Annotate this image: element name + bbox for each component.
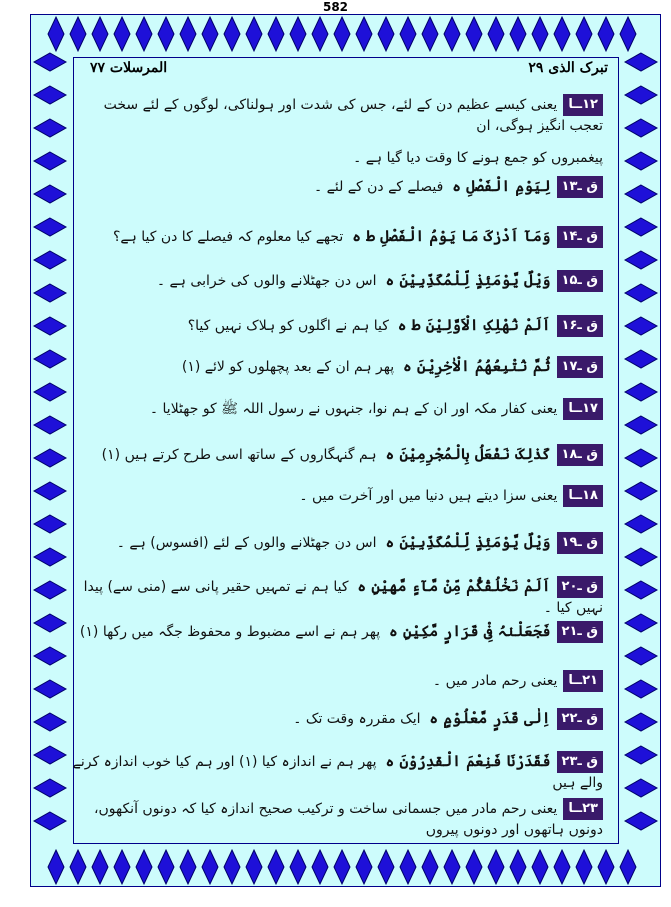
border-diamond bbox=[625, 416, 657, 434]
border-diamond bbox=[625, 713, 657, 731]
border-diamond bbox=[290, 850, 306, 884]
border-diamond bbox=[510, 850, 526, 884]
border-diamond bbox=[312, 17, 328, 51]
border-diamond bbox=[625, 383, 657, 401]
border-diamond bbox=[246, 850, 262, 884]
border-diamond bbox=[180, 17, 196, 51]
border-diamond bbox=[625, 152, 657, 170]
entry-row bbox=[71, 485, 603, 507]
border-diamond bbox=[202, 850, 218, 884]
urdu-translation: ایک مقررہ وقت تک ۔ bbox=[293, 711, 421, 727]
border-diamond bbox=[625, 779, 657, 797]
page-header bbox=[80, 60, 614, 82]
border-diamond bbox=[422, 850, 438, 884]
urdu-translation: پھر ہم نے اسے مضبوط و محفوظ جگہ میں رکھا (۱) bbox=[79, 624, 381, 640]
border-diamond bbox=[70, 17, 86, 51]
border-diamond bbox=[34, 284, 66, 302]
urdu-translation: کیا ہم نے تمہیں حقیر پانی سے (منی سے) پیدا نہیں کیا ۔ bbox=[83, 579, 603, 616]
border-diamond bbox=[180, 850, 196, 884]
border-diamond bbox=[625, 680, 657, 698]
verse-number-badge: ق ـ۱۴ bbox=[557, 226, 603, 248]
border-diamond bbox=[268, 850, 284, 884]
border-diamond bbox=[625, 647, 657, 665]
border-diamond bbox=[625, 581, 657, 599]
border-diamond bbox=[625, 614, 657, 632]
border-diamond bbox=[576, 17, 592, 51]
border-diamond bbox=[576, 850, 592, 884]
border-diamond bbox=[34, 548, 66, 566]
border-diamond bbox=[34, 812, 66, 830]
border-diamond bbox=[625, 449, 657, 467]
border-diamond bbox=[158, 850, 174, 884]
border-diamond bbox=[34, 482, 66, 500]
border-diamond bbox=[34, 53, 66, 71]
border-diamond bbox=[466, 850, 482, 884]
entry-row bbox=[71, 176, 603, 198]
border-diamond bbox=[625, 548, 657, 566]
border-diamond bbox=[400, 17, 416, 51]
arabic-verse: لِیَوْمِ الْفَصْلِ ہ bbox=[452, 177, 551, 195]
border-diamond bbox=[422, 17, 438, 51]
border-diamond bbox=[224, 850, 240, 884]
arabic-verse: ثُمَّ نُتْبِعُھُمُ الْاٰخِرِیْنَ ہ bbox=[403, 357, 551, 375]
urdu-translation: پھر ہم نے اندازہ کیا (۱) اور ہم کیا خوب اندازہ کرنے والے ہیں bbox=[72, 754, 603, 791]
border-diamond bbox=[34, 416, 66, 434]
entry-row bbox=[71, 270, 603, 292]
verse-number-badge: ق ـ۲۳ bbox=[557, 751, 603, 773]
border-diamond bbox=[92, 17, 108, 51]
verse-number-badge: ق ـ۱۳ bbox=[557, 176, 603, 198]
border-diamond bbox=[356, 17, 372, 51]
border-diamond bbox=[444, 17, 460, 51]
border-diamond bbox=[34, 152, 66, 170]
border-diamond bbox=[466, 17, 482, 51]
verse-number-badge: ۱۸ــا bbox=[563, 485, 603, 507]
border-diamond bbox=[625, 86, 657, 104]
entry-row bbox=[71, 532, 603, 554]
verse-number-badge: ۱۷ــا bbox=[563, 398, 603, 420]
border-diamond bbox=[625, 317, 657, 335]
border-diamond bbox=[34, 86, 66, 104]
verse-number-badge: ق ـ۱۶ bbox=[557, 315, 603, 337]
urdu-translation: یعنی کیسے عظیم دن کے لئے، جس کی شدت اور ہولناکی، لوگوں کے لئے سخت تعجب انگیز ہوگی، ان bbox=[103, 97, 603, 134]
entry-row bbox=[71, 444, 603, 466]
entry-row bbox=[71, 798, 603, 840]
border-diamond bbox=[312, 850, 328, 884]
border-diamond bbox=[34, 251, 66, 269]
border-diamond bbox=[378, 850, 394, 884]
border-diamond bbox=[34, 647, 66, 665]
border-diamond bbox=[620, 850, 636, 884]
border-diamond bbox=[34, 383, 66, 401]
border-diamond bbox=[625, 350, 657, 368]
border-diamond bbox=[625, 482, 657, 500]
border-diamond bbox=[356, 850, 372, 884]
border-diamond bbox=[114, 17, 130, 51]
border-diamond bbox=[625, 251, 657, 269]
urdu-translation: تجھے کیا معلوم کہ فیصلے کا دن کیا ہے؟ bbox=[112, 229, 344, 245]
border-diamond bbox=[34, 185, 66, 203]
urdu-translation: کیا ہم نے اگلوں کو ہلاک نہیں کیا؟ bbox=[187, 318, 389, 334]
border-diamond bbox=[625, 515, 657, 533]
verse-number-badge: ۲۳ــا bbox=[563, 798, 603, 820]
border-diamond bbox=[34, 119, 66, 137]
border-diamond bbox=[34, 614, 66, 632]
border-diamond bbox=[34, 779, 66, 797]
urdu-translation: یعنی سزا دیتے ہیں دنیا میں اور آخرت میں ۔ bbox=[299, 488, 558, 504]
border-diamond bbox=[34, 680, 66, 698]
entry-row bbox=[71, 94, 603, 168]
border-diamond bbox=[34, 218, 66, 236]
para-name: تبرک الذی ۲۹ bbox=[528, 60, 608, 76]
arabic-verse: فَقَدَرْنَا فَنِعْمَ الْقٰدِرُوْنَ ہ bbox=[385, 752, 551, 770]
urdu-translation: اس دن جھٹلانے والوں کی خرابی ہے ۔ bbox=[156, 273, 377, 289]
border-diamond bbox=[510, 17, 526, 51]
border-diamond bbox=[34, 746, 66, 764]
urdu-translation-continued: پیغمبروں کو جمع ہونے کا وقت دیا گیا ہے ۔ bbox=[353, 150, 603, 166]
entry-row bbox=[71, 356, 603, 378]
arabic-verse: اِلٰی قَدَرٍ مَّعْلُوْمٍ ہ bbox=[429, 709, 551, 727]
verse-number-badge: ۲۱ــا bbox=[563, 670, 603, 692]
border-diamond bbox=[334, 850, 350, 884]
border-diamond bbox=[268, 17, 284, 51]
urdu-translation: ہم گنہگاروں کے ساتھ اسی طرح کرتے ہیں (۱) bbox=[101, 447, 377, 463]
border-diamond bbox=[554, 850, 570, 884]
border-diamond bbox=[158, 17, 174, 51]
border-diamond bbox=[136, 850, 152, 884]
verse-number-badge: ق ـ۲۰ bbox=[557, 576, 603, 598]
entry-row bbox=[71, 708, 603, 730]
urdu-translation: یعنی رحم مادر میں ۔ bbox=[432, 673, 558, 689]
border-diamond bbox=[202, 17, 218, 51]
verse-number-badge: ق ـ۲۲ bbox=[557, 708, 603, 730]
border-diamond bbox=[114, 850, 130, 884]
border-diamond bbox=[224, 17, 240, 51]
urdu-translation: یعنی رحم مادر میں جسمانی ساخت و ترکیب صحیح اندازہ کیا کہ دونوں آنکھوں، دونوں ہاتھوں اور دونوں پیروں bbox=[93, 801, 603, 838]
entry-row bbox=[71, 670, 603, 692]
urdu-translation: اس دن جھٹلانے والوں کے لئے (افسوس) ہے ۔ bbox=[116, 535, 377, 551]
arabic-verse: وَمَآ اَدْرٰکَ مَا یَوْمُ الْفَصْلِ ط ہ bbox=[352, 227, 551, 245]
border-diamond bbox=[488, 17, 504, 51]
border-diamond bbox=[625, 119, 657, 137]
border-diamond bbox=[34, 581, 66, 599]
verse-number-badge: ۱۲ــا bbox=[563, 94, 603, 116]
border-diamond bbox=[48, 850, 64, 884]
verse-number-badge: ق ـ۱۹ bbox=[557, 532, 603, 554]
border-diamond bbox=[598, 850, 614, 884]
border-diamond bbox=[246, 17, 262, 51]
entry-row bbox=[71, 398, 603, 420]
arabic-verse: اَلَمْ نَخْلُقْکُّمْ مِّنْ مَّآءٍ مَّھِیْنٍ ہ bbox=[357, 577, 551, 595]
border-diamond bbox=[625, 746, 657, 764]
border-diamond bbox=[92, 850, 108, 884]
verse-number-badge: ق ـ۲۱ bbox=[557, 621, 603, 643]
border-diamond bbox=[34, 449, 66, 467]
border-diamond bbox=[334, 17, 350, 51]
surah-name: المرسلات ۷۷ bbox=[90, 60, 168, 76]
arabic-verse: اَلَمْ نُھْلِکِ الْاَوَّلِیْنَ ط ہ bbox=[397, 316, 551, 334]
entry-row bbox=[71, 751, 603, 793]
border-diamond bbox=[444, 850, 460, 884]
arabic-verse: فَجَعَلْنٰہُ فِیْ قَرَارٍ مَّکِیْنٍ ہ bbox=[389, 622, 551, 640]
arabic-verse: وَیْلٌ یَّوْمَئِذٍ لِّلْمُکَذِّبِیْنَ ہ bbox=[385, 533, 551, 551]
border-diamond bbox=[378, 17, 394, 51]
border-diamond bbox=[598, 17, 614, 51]
border-diamond bbox=[34, 515, 66, 533]
verse-number-badge: ق ـ۱۵ bbox=[557, 270, 603, 292]
entry-row bbox=[71, 315, 603, 337]
urdu-translation: یعنی کفار مکہ اور ان کے ہم نوا، جنہوں نے رسول اللہ ﷺ کو جھٹلایا ۔ bbox=[149, 401, 558, 417]
border-diamond bbox=[34, 317, 66, 335]
border-diamond bbox=[34, 713, 66, 731]
border-diamond bbox=[625, 218, 657, 236]
border-diamond bbox=[625, 53, 657, 71]
border-diamond bbox=[532, 17, 548, 51]
border-diamond bbox=[48, 17, 64, 51]
border-diamond bbox=[34, 350, 66, 368]
entry-row bbox=[71, 576, 603, 618]
urdu-translation: پھر ہم ان کے بعد پچھلوں کو لائے (۱) bbox=[181, 359, 395, 375]
border-diamond bbox=[625, 812, 657, 830]
border-diamond bbox=[136, 17, 152, 51]
border-diamond bbox=[532, 850, 548, 884]
border-diamond bbox=[400, 850, 416, 884]
verse-number-badge: ق ـ۱۷ bbox=[557, 356, 603, 378]
urdu-translation: فیصلے کے دن کے لئے ۔ bbox=[313, 179, 444, 195]
border-diamond bbox=[554, 17, 570, 51]
border-diamond bbox=[70, 850, 86, 884]
entry-row bbox=[71, 226, 603, 248]
border-diamond bbox=[488, 850, 504, 884]
verse-number-badge: ق ـ۱۸ bbox=[557, 444, 603, 466]
border-diamond bbox=[625, 185, 657, 203]
arabic-verse: کَذٰلِکَ نَفْعَلُ بِالْمُجْرِمِیْنَ ہ bbox=[385, 445, 551, 463]
border-diamond bbox=[625, 284, 657, 302]
entry-row bbox=[71, 621, 603, 643]
page-number: 582 bbox=[322, 0, 349, 14]
border-diamond bbox=[620, 17, 636, 51]
border-diamond bbox=[290, 17, 306, 51]
arabic-verse: وَیْلٌ یَّوْمَئِذٍ لِّلْمُکَذِّبِیْنَ ہ bbox=[385, 271, 551, 289]
